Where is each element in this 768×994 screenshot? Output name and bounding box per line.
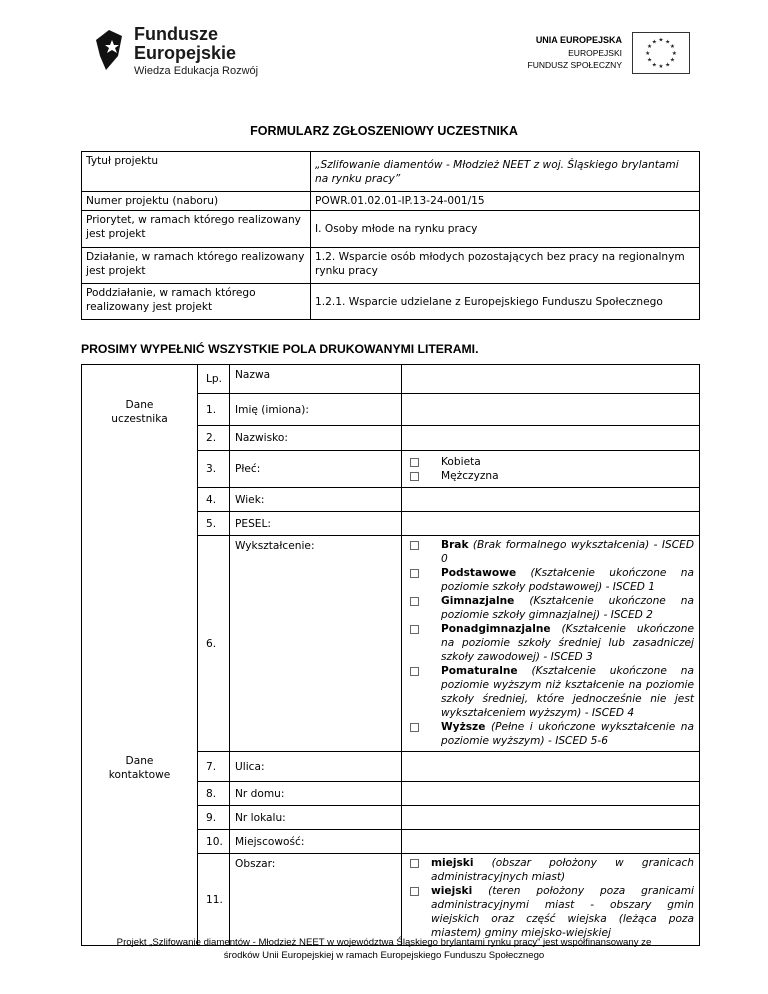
first-name-input[interactable] (402, 394, 700, 426)
svg-text:★: ★ (669, 57, 675, 64)
row-lp: 6. (198, 536, 230, 752)
project-info-row (82, 211, 700, 248)
fe-logo-line2: Europejskie (134, 43, 237, 63)
unia-europejska-logo (520, 32, 700, 78)
action-value: 1.2. Wsparcie osób młodych pozostających bez pracy na regionalnym rynku pracy (311, 248, 700, 284)
checkbox-icon[interactable] (410, 667, 419, 676)
row-lp: 2. (198, 426, 230, 451)
svg-text:★: ★ (669, 44, 675, 51)
education-options (402, 536, 700, 752)
row-lp: 4. (198, 488, 230, 512)
header-lp: Lp. (198, 365, 230, 394)
svg-text:★: ★ (665, 39, 671, 46)
footer (0, 936, 768, 962)
table-row (82, 830, 700, 854)
gender-option-female[interactable]: Kobieta (410, 455, 694, 469)
project-info-table (81, 151, 700, 320)
project-number-value: POWR.01.02.01-IP.13-24-001/15 (311, 192, 700, 211)
house-number-input[interactable] (402, 782, 700, 806)
fundusze-europejskie-logo (92, 22, 262, 82)
first-name-label: Imię (imiona): (230, 394, 402, 426)
checkbox-icon[interactable] (410, 569, 419, 578)
row-lp: 7. (198, 752, 230, 782)
subaction-value: 1.2.1. Wsparcie udzielane z Europejskiego Funduszu Społecznego (311, 284, 700, 320)
ue-logo-line2: EUROPEJSKI (568, 48, 622, 58)
checkbox-icon[interactable] (410, 597, 419, 606)
subaction-label: Poddziałanie, w ramach którego realizowany jest projekt (82, 284, 311, 320)
education-option-none[interactable]: Brak (Brak formalnego wykształcenia) - ISCED 0 (410, 538, 694, 566)
table-row (82, 806, 700, 830)
project-info-row (82, 192, 700, 211)
svg-text:★: ★ (651, 62, 657, 69)
fe-logo-line1: Fundusze (134, 24, 218, 44)
project-title-value: „Szlifowanie diamentów - Młodzież NEET z woj. Śląskiego brylantami na rynku pracy” (311, 152, 700, 192)
checkbox-icon[interactable] (410, 541, 419, 550)
table-row (82, 752, 700, 782)
priority-value: I. Osoby młode na rynku pracy (311, 211, 700, 248)
svg-text:★: ★ (651, 39, 657, 46)
education-option-upper-secondary[interactable]: Ponadgimnazjalne (Kształcenie ukończone na poziomie szkoły średniej lub zasadniczej szkoły zawodowej) - ISCED 3 (410, 622, 694, 664)
table-header-row (82, 365, 700, 394)
apartment-number-label: Nr lokalu: (230, 806, 402, 830)
ue-logo-line3: FUNDUSZ SPOŁECZNY (527, 60, 622, 70)
apartment-number-input[interactable] (402, 806, 700, 830)
section-cell (82, 830, 198, 854)
project-number-label: Numer projektu (naboru) (82, 192, 311, 211)
street-input[interactable] (402, 752, 700, 782)
table-row (82, 488, 700, 512)
section-cell (82, 451, 198, 488)
header-value-cell (402, 365, 700, 394)
city-input[interactable] (402, 830, 700, 854)
table-row (82, 426, 700, 451)
table-row (82, 854, 700, 946)
project-info-row (82, 152, 700, 192)
section-cell (82, 488, 198, 512)
section-cell (82, 536, 198, 752)
priority-label: Priorytet, w ramach którego realizowany jest projekt (82, 211, 311, 248)
checkbox-icon[interactable] (410, 625, 419, 634)
gender-option-male[interactable]: Mężczyzna (410, 469, 694, 483)
section-cell (82, 782, 198, 806)
area-option-rural[interactable]: wiejski (teren położony poza granicami administracyjnymi miast - obszary gmin wiejskich oraz część wiejska (leżąca poza miastem) gminy miejsko-wiejskiej (410, 884, 694, 940)
city-label: Miejscowość: (230, 830, 402, 854)
project-info-row (82, 284, 700, 320)
row-lp: 5. (198, 512, 230, 536)
svg-text:★: ★ (658, 64, 664, 71)
ue-logo-line1: UNIA EUROPEJSKA (535, 35, 622, 45)
section-cell (82, 854, 198, 946)
svg-text:★: ★ (647, 57, 653, 64)
section-cell (82, 806, 198, 830)
svg-text:★: ★ (647, 44, 653, 51)
section-cell (82, 365, 198, 394)
age-label: Wiek: (230, 488, 402, 512)
education-option-lower-secondary[interactable]: Gimnazjalne (Kształcenie ukończone na poziomie szkoły gimnazjalnej) - ISCED 2 (410, 594, 694, 622)
svg-text:★: ★ (645, 50, 651, 57)
participant-form-table (81, 364, 700, 946)
area-label: Obszar: (230, 854, 402, 946)
education-option-primary[interactable]: Podstawowe (Kształcenie ukończone na poziomie szkoły podstawowej) - ISCED 1 (410, 566, 694, 594)
row-lp: 11. (198, 854, 230, 946)
checkbox-icon[interactable] (410, 859, 419, 868)
table-row (82, 536, 700, 752)
checkbox-icon[interactable] (410, 472, 419, 481)
area-options (402, 854, 700, 946)
table-row (82, 451, 700, 488)
row-lp: 9. (198, 806, 230, 830)
svg-text:★: ★ (671, 50, 677, 57)
gender-options (402, 451, 700, 488)
row-lp: 10. (198, 830, 230, 854)
last-name-label: Nazwisko: (230, 426, 402, 451)
area-option-urban[interactable]: miejski (obszar położony w granicach administracyjnych miast) (410, 856, 694, 884)
pesel-input[interactable] (402, 512, 700, 536)
education-label: Wykształcenie: (230, 536, 402, 752)
table-row (82, 512, 700, 536)
row-lp: 8. (198, 782, 230, 806)
svg-text:★: ★ (665, 62, 671, 69)
action-label: Działanie, w ramach którego realizowany jest projekt (82, 248, 311, 284)
checkbox-icon[interactable] (410, 887, 419, 896)
education-option-post-secondary[interactable]: Pomaturalne (Kształcenie ukończone na poziomie wyższym niż kształcenie na poziomie szkoły średniej, które jednocześnie nie jest wykształceniem wyższym) - ISCED 4 (410, 664, 694, 720)
gender-label: Płeć: (230, 451, 402, 488)
checkbox-icon[interactable] (410, 458, 419, 467)
house-number-label: Nr domu: (230, 782, 402, 806)
footer-line2: środków Unii Europejskiej w ramach Europejskiego Funduszu Społecznego (223, 950, 545, 961)
street-label: Ulica: (230, 752, 402, 782)
form-title: FORMULARZ ZGŁOSZENIOWY UCZESTNIKA (250, 124, 518, 138)
pesel-label: PESEL: (230, 512, 402, 536)
fundusze-europejskie-star-icon (92, 26, 126, 74)
project-info-row (82, 248, 700, 284)
fe-logo-line3: Wiedza Edukacja Rozwój (134, 65, 259, 77)
section-cell (82, 426, 198, 451)
last-name-input[interactable] (402, 426, 700, 451)
table-row (82, 394, 700, 426)
footer-line1: Projekt „Szlifowanie diamentów - Młodzież NEET w województwa Śląskiego brylantami rynku pracy” jest współfinansowany ze (116, 937, 652, 948)
table-row (82, 782, 700, 806)
education-option-higher[interactable]: Wyższe (Pełne i ukończone wykształcenie na poziomie wyższym) - ISCED 5-6 (410, 720, 694, 748)
fill-notice: PROSIMY WYPEŁNIĆ WSZYSTKIE POLA DRUKOWANYMI LITERAMI. (81, 342, 479, 356)
checkbox-icon[interactable] (410, 723, 419, 732)
section-contact: Dane kontaktowe (82, 752, 198, 782)
row-lp: 1. (198, 394, 230, 426)
section-participant: Dane uczestnika (82, 394, 198, 426)
header-name: Nazwa (230, 365, 402, 394)
svg-text:★: ★ (658, 37, 664, 44)
eu-flag-icon (632, 32, 690, 74)
age-input[interactable] (402, 488, 700, 512)
section-cell (82, 512, 198, 536)
project-title-label: Tytuł projektu (82, 152, 311, 192)
row-lp: 3. (198, 451, 230, 488)
